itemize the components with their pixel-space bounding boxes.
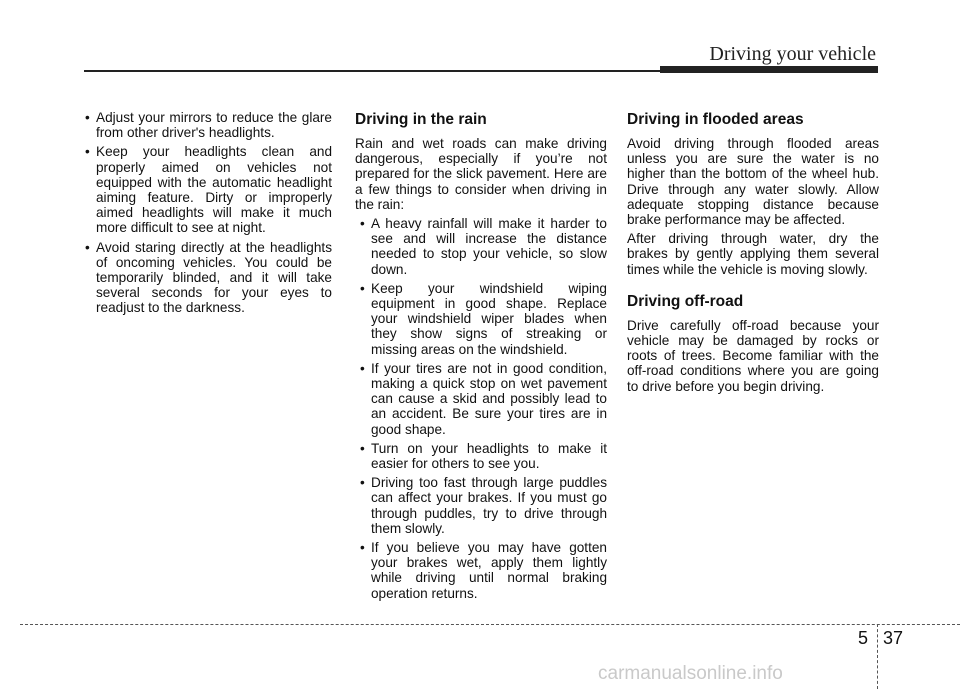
header-rule-thin — [84, 70, 662, 72]
list-item — [355, 540, 607, 601]
bullet-icon: • — [85, 144, 90, 160]
watermark: carmanualsonline.info — [598, 663, 783, 684]
list-item-text: A heavy rainfall will make it harder to see and will increase the distance needed to stop your vehicle, so slow down. — [371, 216, 607, 277]
list-item-text: If you believe you may have gotten your brakes wet, apply them lightly while driving until normal braking operation returns. — [371, 540, 607, 601]
chapter-number: 5 — [858, 628, 869, 648]
offroad-paragraph: Drive carefully off-road because your vehicle may be damaged by rocks or roots of trees. Become familiar with the off-road conditions where you are going to drive before you begin driving. — [627, 317, 879, 394]
page-number: 37 — [883, 628, 904, 648]
column-3 — [627, 111, 879, 398]
section-title: Driving your vehicle — [709, 43, 876, 65]
header-rule-thick — [660, 66, 878, 73]
footer-dashed-line — [20, 624, 960, 625]
bullet-icon: • — [360, 360, 365, 376]
list-item-text: Keep your windshield wiping equipment in good shape. Replace your windshield wiper blades when they show signs of streaking or missing areas on the windshield. — [371, 280, 607, 357]
list-item-text: Turn on your headlights to make it easier for others to see you. — [371, 440, 607, 472]
column-1 — [80, 110, 332, 320]
bullet-icon: • — [360, 540, 365, 556]
list-item-text: If your tires are not in good condition, making a quick stop on wet pavement can cause a skid and possibly lead to an accident. Be sure your tires are in good shape. — [371, 360, 607, 437]
flooded-paragraph-2: After driving through water, dry the brakes by gently applying them several times while the vehicle is moving slowly. — [627, 231, 879, 277]
column-2 — [355, 111, 607, 605]
bullet-icon: • — [85, 239, 90, 255]
rain-tips-list — [355, 216, 607, 601]
list-item — [80, 144, 332, 235]
rain-intro: Rain and wet roads can make driving dangerous, especially if you’re not prepared for the slick pavement. Here are a few things to consider when driving in the rain: — [355, 136, 607, 212]
flooded-paragraph-1: Avoid driving through flooded areas unless you are sure the water is no higher than the bottom of the wheel hub. Drive through any water slowly. Allow adequate stopping distance because brake performance may be affected. — [627, 136, 879, 228]
headlight-tips-list — [80, 110, 332, 316]
footer-dashed-divider — [877, 624, 878, 689]
list-item-text: Adjust your mirrors to reduce the glare from other driver's headlights. — [96, 110, 332, 141]
list-item — [80, 110, 332, 140]
list-item — [355, 475, 607, 536]
bullet-icon: • — [360, 440, 365, 456]
bullet-icon: • — [360, 216, 365, 232]
bullet-icon: • — [85, 110, 90, 125]
list-item-text: Avoid staring directly at the headlights of oncoming vehicles. You could be temporarily blinded, and it will take several seconds for your eyes to readjust to the darkness. — [96, 239, 332, 316]
list-item-text: Keep your headlights clean and properly aimed on vehicles not equipped with the automatic headlight aiming feature. Dirty or improperly aimed headlights will make it much more difficult to see at night. — [96, 144, 332, 236]
list-item — [355, 281, 607, 357]
list-item — [355, 216, 607, 277]
list-item — [80, 240, 332, 316]
list-item-text: Driving too fast through large puddles can affect your brakes. If you must go through puddles, try to drive through them slowly. — [371, 475, 607, 536]
list-item — [355, 361, 607, 437]
heading-driving-in-rain: Driving in the rain — [355, 111, 487, 128]
heading-flooded-areas: Driving in flooded areas — [627, 111, 804, 128]
heading-off-road: Driving off-road — [627, 292, 744, 310]
list-item — [355, 441, 607, 471]
bullet-icon: • — [360, 280, 365, 296]
bullet-icon: • — [360, 475, 365, 491]
